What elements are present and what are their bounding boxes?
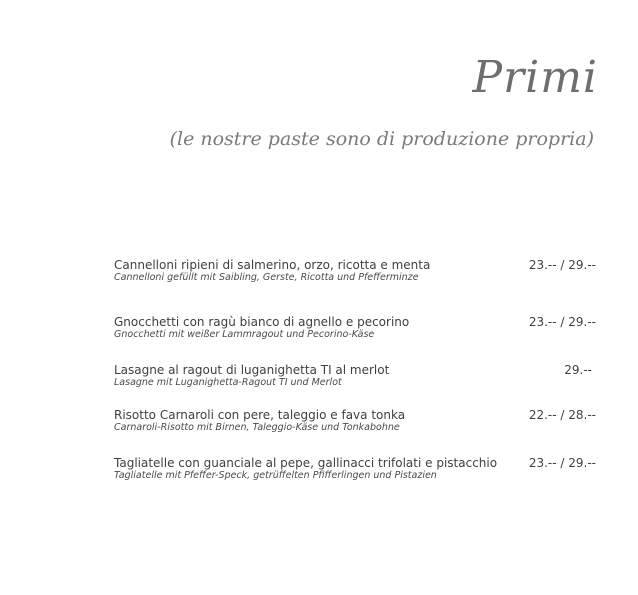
dish-description: Carnaroli-Risotto mit Birnen, Taleggio-Käse und Tonkabohne [114,422,400,433]
dish-description: Cannelloni gefüllt mit Saibling, Gerste, Ricotta und Pfefferminze [114,272,419,283]
dish-description: Gnocchetti mit weißer Lammragout und Pecorino-Käse [114,329,375,340]
dish-price: 29.-- [564,363,592,377]
dish-description: Lasagne mit Luganighetta-Ragout TI und Merlot [114,377,342,388]
menu-item [114,315,596,341]
page-subtitle: (le nostre paste sono di produzione propria) [169,128,594,150]
dish-name: Lasagne al ragout di luganighetta TI al merlot [114,363,390,377]
menu-item [114,408,596,434]
dish-name: Cannelloni ripieni di salmerino, orzo, ricotta e menta [114,258,431,272]
dish-name: Risotto Carnaroli con pere, taleggio e fava tonka [114,408,406,422]
menu-item [114,363,596,389]
page-title: Primi [472,52,598,103]
dish-price: 23.-- / 29.-- [528,456,596,470]
dish-name: Gnocchetti con ragù bianco di agnello e pecorino [114,315,410,329]
menu-item [114,258,596,284]
menu-item [114,456,596,482]
dish-description: Tagliatelle mit Pfeffer-Speck, getrüffelten Pfifferlingen und Pistazien [114,470,437,481]
dish-price: 23.-- / 29.-- [528,258,596,272]
dish-price: 22.-- / 28.-- [528,408,596,422]
dish-name: Tagliatelle con guanciale al pepe, gallinacci trifolati e pistacchio [114,456,498,470]
dish-price: 23.-- / 29.-- [528,315,596,329]
